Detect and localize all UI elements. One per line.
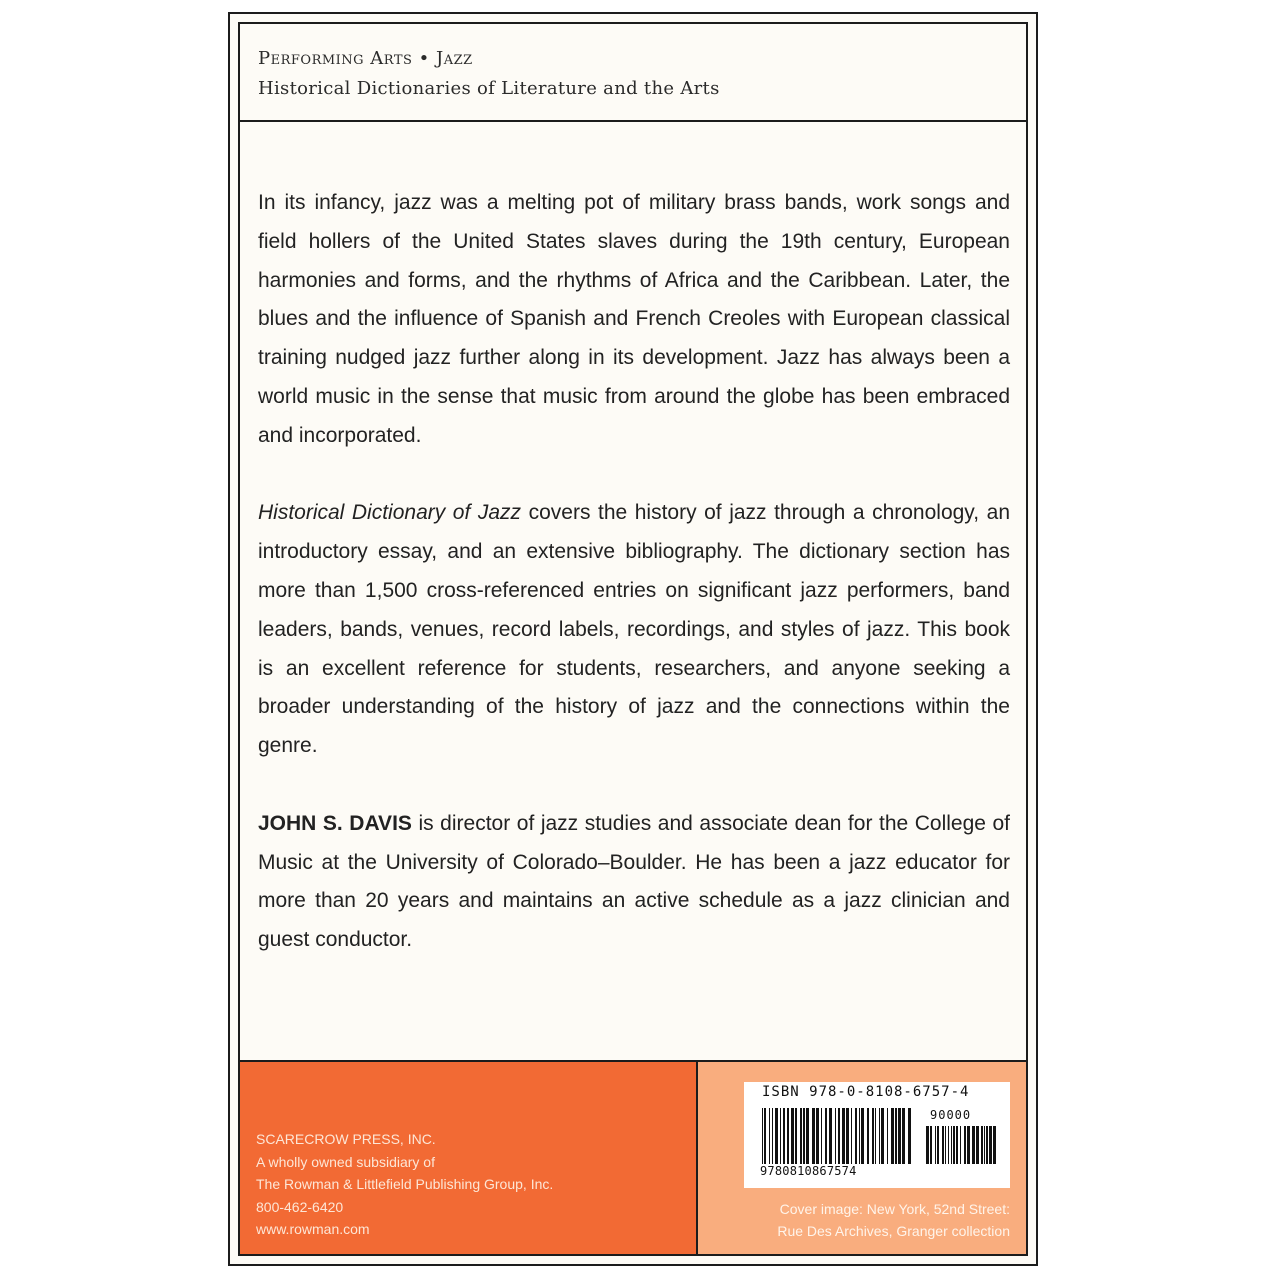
barcode-bar — [842, 1108, 845, 1164]
publisher-phone: 800-462-6420 — [256, 1198, 344, 1215]
publisher-website: www.rowman.com — [256, 1221, 370, 1237]
barcode-bars — [762, 1108, 914, 1164]
barcode-bar — [926, 1126, 929, 1164]
barcode-bar — [806, 1108, 809, 1164]
intro-paragraph: In its infancy, jazz was a melting pot of military brass bands, work songs and field hollers of the United States slaves during the 19th century, European harmonies and forms, and the rhythms of Africa and the Caribbean. Later, the blues and the influence of Spanish and French Creoles with European classical training nudged jazz further along in its development. Jazz has always been a world music in the sense that music from around the globe has been embraced and incorporated. — [258, 191, 1010, 447]
barcode-bar — [846, 1108, 849, 1164]
barcode-bar — [942, 1126, 944, 1164]
barcode-bar — [783, 1108, 785, 1164]
publisher-parent: The Rowman & Littlefield Publishing Group, Inc. — [256, 1176, 554, 1192]
barcode-bar — [859, 1108, 860, 1164]
barcode-bar — [908, 1108, 911, 1164]
barcode-bar — [855, 1108, 857, 1164]
barcode-bar — [821, 1108, 822, 1164]
barcode-bar — [986, 1126, 988, 1164]
barcode-bar — [867, 1108, 869, 1164]
barcode-bar — [984, 1126, 985, 1164]
barcode-bar — [993, 1126, 996, 1164]
barcode-bar — [835, 1108, 836, 1164]
barcode-bar — [989, 1126, 992, 1164]
barcode-bar — [851, 1108, 852, 1164]
barcode-bar — [964, 1126, 966, 1164]
cover-image-credit — [777, 1198, 1010, 1242]
barcode-bar — [945, 1126, 946, 1164]
barcode-bar — [861, 1108, 864, 1164]
barcode-bar — [881, 1108, 884, 1164]
barcode-bar — [937, 1126, 939, 1164]
isbn-barcode — [744, 1082, 1010, 1188]
barcode-digits: 9780810867574 — [760, 1164, 857, 1178]
barcode-bar — [795, 1108, 797, 1164]
series-header — [240, 24, 1026, 122]
author-bio-text: is director of jazz studies and associate dean for the College of Music at the University of Colorado–Boulder. He has been a jazz educator for more than 20 years and maintains an active schedule as a jazz clinician and guest conductor. — [258, 811, 1011, 952]
barcode-bar — [948, 1126, 949, 1164]
series-title — [258, 48, 473, 69]
barcode-bar — [930, 1126, 932, 1164]
barcode-bar — [879, 1108, 880, 1164]
barcode-bar — [967, 1126, 970, 1164]
barcode-bar — [825, 1108, 827, 1164]
barcode-bar — [812, 1108, 815, 1164]
barcode-bar — [772, 1108, 773, 1164]
barcode-bar — [956, 1126, 958, 1164]
barcode-addon-bars — [926, 1126, 996, 1164]
barcode-bar — [800, 1108, 802, 1164]
barcode-bar — [791, 1108, 794, 1164]
credit-line-1: Cover image: New York, 52nd Street: — [779, 1201, 1010, 1217]
barcode-bar — [898, 1108, 901, 1164]
barcode-bar — [960, 1126, 961, 1164]
barcode-bar — [895, 1108, 897, 1164]
isbn-label: ISBN 978-0-8108-6757-4 — [762, 1084, 970, 1100]
barcode-bar — [935, 1126, 936, 1164]
barcode-bar — [976, 1126, 979, 1164]
barcode-bar — [972, 1126, 975, 1164]
barcode-bar — [780, 1108, 781, 1164]
cover-description — [258, 184, 1010, 999]
barcode-bar — [887, 1108, 888, 1164]
author-name: JOHN S. DAVIS — [258, 811, 412, 835]
barcode-bar — [829, 1108, 832, 1164]
barcode-bar — [902, 1108, 905, 1164]
barcode-bar — [775, 1108, 778, 1164]
series-subtitle: Historical Dictionaries of Literature and the Arts — [258, 78, 720, 99]
book-back-cover — [228, 12, 1038, 1266]
book-description-text: covers the history of jazz through a chronology, an introductory essay, and an extensive bibliography. The dictionary section has more than 1,500 cross-referenced entries on significant jazz performers, band leaders, bands, venues, record labels, recordings, and styles of jazz. This book is an excellent reference for students, researchers, and anyone seeking a broader understanding of the history of jazz and the connections within the genre. — [258, 501, 1010, 758]
barcode-bar — [953, 1126, 955, 1164]
publisher-subsidiary-line: A wholly owned subsidiary of — [256, 1153, 435, 1170]
author-bio-paragraph — [258, 805, 1010, 960]
barcode-panel — [698, 1062, 1026, 1254]
barcode-bar — [981, 1126, 983, 1164]
cover-footer — [240, 1060, 1026, 1254]
barcode-bar — [762, 1108, 763, 1164]
barcode-bar — [787, 1108, 789, 1164]
barcode-bar — [838, 1108, 840, 1164]
barcode-bar — [769, 1108, 770, 1164]
book-description-paragraph — [258, 494, 1010, 766]
barcode-bar — [951, 1126, 952, 1164]
barcode-bar — [891, 1108, 894, 1164]
series-separator: • — [418, 48, 430, 69]
barcode-bar — [875, 1108, 876, 1164]
cover-inner-frame — [238, 22, 1028, 1256]
series-subject: Jazz — [436, 48, 473, 69]
barcode-bar — [764, 1108, 766, 1164]
publisher-panel — [240, 1062, 698, 1254]
publisher-name: SCARECROW PRESS, INC. — [256, 1131, 436, 1147]
barcode-bar — [803, 1108, 805, 1164]
barcode-bar — [816, 1108, 819, 1164]
barcode-bar — [872, 1108, 874, 1164]
publisher-info — [256, 1128, 553, 1241]
price-code: 90000 — [930, 1108, 972, 1122]
book-title: Historical Dictionary of Jazz — [258, 501, 522, 525]
series-category: Performing Arts — [258, 48, 413, 69]
credit-line-2: Rue Des Archives, Granger collection — [777, 1223, 1010, 1239]
